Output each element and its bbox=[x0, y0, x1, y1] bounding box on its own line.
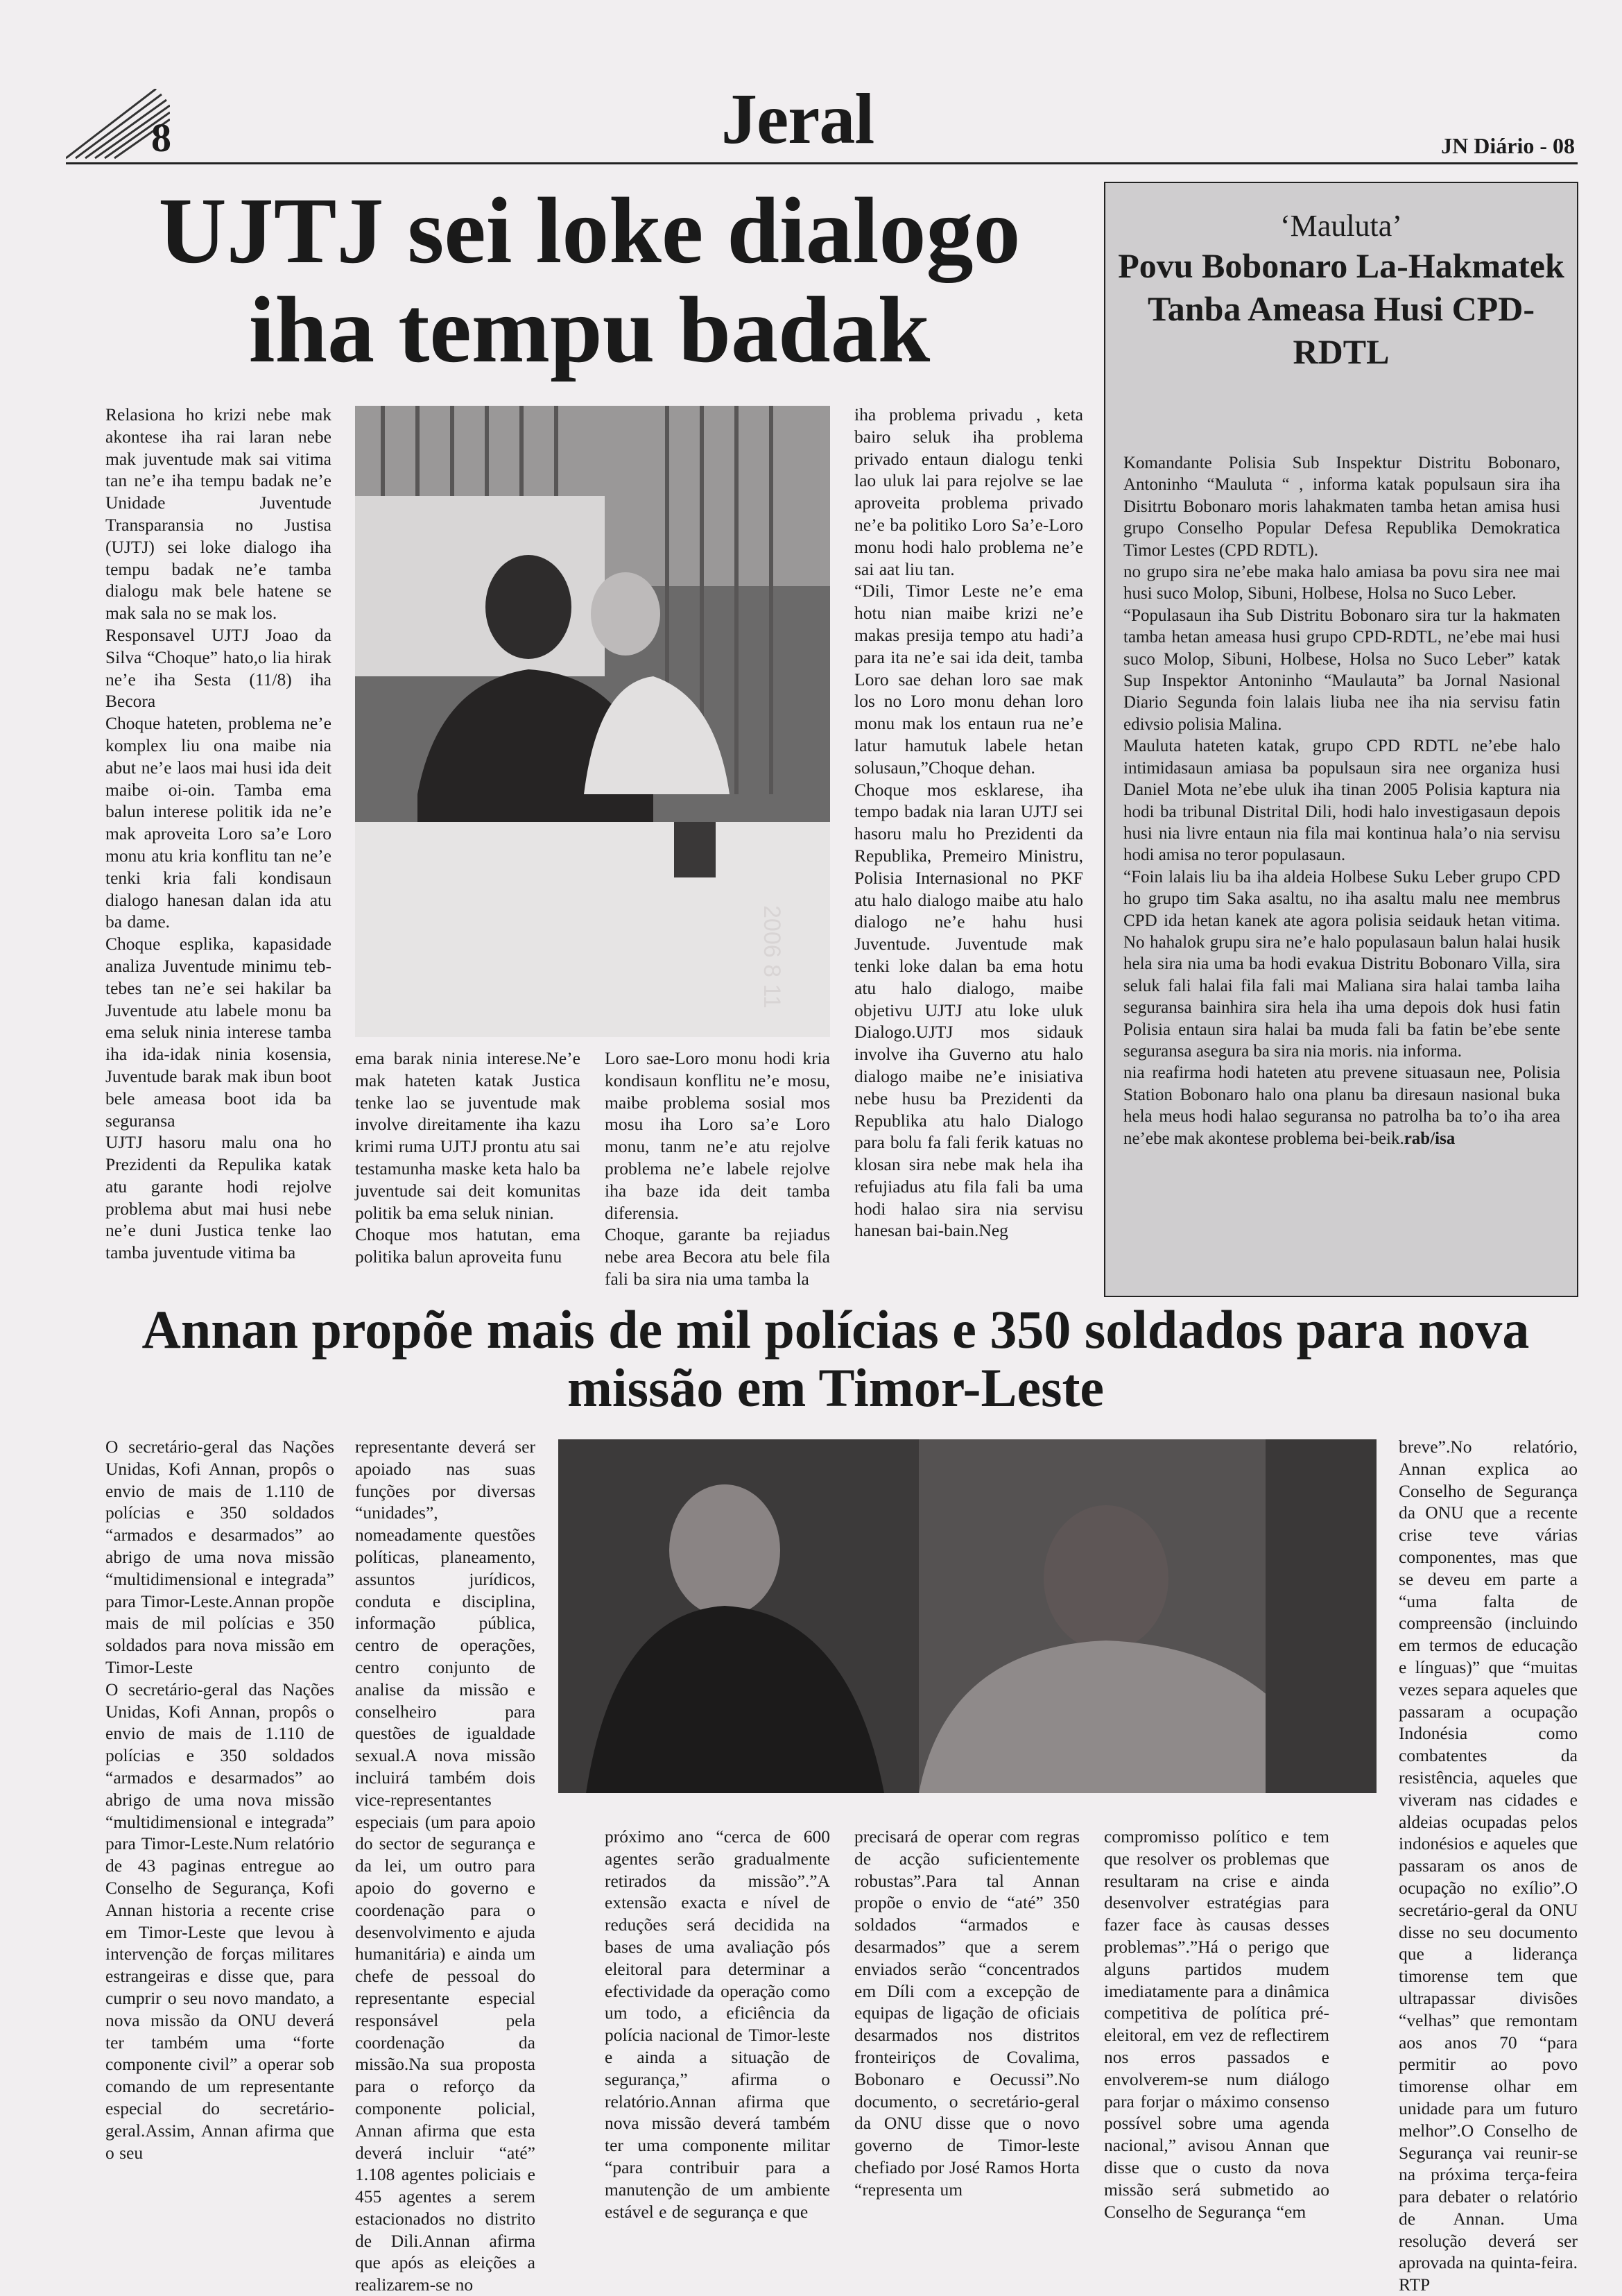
paragraph: breve”.No relatório, Annan explica ao Conselho de Segurança da ONU que a recente crise teve várias componentes, mas que se deveu em parte a “uma falta de compreensão (incluindo em termos de educação e línguas)” que “muitas vezes separa aqueles que passaram a ocupação Indonésia como combatentes da resistência, aqueles que viveram nas cidades e aldeias ocupadas pelos indonésios e aqueles que passaram os anos de ocupação no exílio”.O secretário-geral da ONU disse no seu documento que a liderança timorense tem que ultrapassar divisões “velhas” que remontam aos anos 70 “para permitir ao povo timorense olhar em unidade para um futuro melhor”.O Conselho de Segurança vai reunir-se na próxima terça-feira para debater o relatório de Annan. Uma resolução deverá ser aprovada na quinta-feira. RTP bbox=[1399, 1437, 1578, 2295]
story2-column-5 bbox=[1104, 1826, 1329, 2222]
paragraph: ema barak ninia interese.Ne’e mak hateten katak Justica tenke lao se juventude mak involve direitamente iha kazu krimi ruma UJTJ prontu atu sai testamunha maske keta halo ba juventude sai deit komunitas politik ba ema seluk ninian. bbox=[355, 1048, 580, 1223]
sidebar-kicker: ‘Mauluta’ bbox=[1280, 209, 1402, 243]
story2-column-6 bbox=[1399, 1436, 1578, 2296]
story2-headline: Annan propõe mais de mil polícias e 350 soldados para nova missão em Timor-Leste bbox=[141, 1299, 1530, 1419]
paragraph: Choque mos hatutan, ema politika balun aproveita funu bbox=[355, 1224, 580, 1267]
paragraph: “Foin lalais liu ba iha aldeia Holbese Suku Leber grupo CPD ho grupo tim Saka asaltu, no iha asaltu malu nee membrus CPD ida hetan kanek atе agora polisia seidauk hetan vitima. No hahalok grupu sira ne’e halo populasaun balun halai husik hela sira nia uma ba hodi evakua Distritu Bobonaro Villa, sira seluk fali halai fila fali mai Maliana sira halai tamba laiha seguransa bainhira sira hela iha uma depois dok husi fatin Polisia entaun sira halai ba muda fali ba fatin be’ebe sente seguransa asegura ba sira nia moris. nia informa. bbox=[1123, 867, 1560, 1061]
story1-column-2 bbox=[355, 1047, 580, 1268]
section-title: Jeral bbox=[721, 79, 874, 159]
paragraph: O secretário-geral das Nações Unidas, Kofi Annan, propôs o envio de mais de 1.110 de polícias e 350 soldados “armados e desarmados” ao abrigo de uma nova missão “multidimensional e integrada” para Timor-Leste.Annan propõe mais de mil polícias e 350 soldados para nova missão em Timor-Leste bbox=[105, 1437, 334, 1677]
sidebar-body bbox=[1123, 452, 1560, 1149]
paragraph: Loro sae-Loro monu hodi kria kondisaun konflitu ne’e mosu, maibe problema sosial mos mosu iha Loro sa’e Loro monu, tanm ne’e atu rejolve problema ne’e labele rejolve iha baze ida deit tamba diferensia. bbox=[605, 1048, 830, 1223]
paragraph: precisará de operar com regras de acção suficientemente robustas”.Para tal Annan propõe o envio de “até” 350 soldados “armados e desarmados” que a serem enviados serão “concentrados em Díli com a excepção de equipas de ligação de oficiais desarmados nos distritos fronteiriços de Covalima, Bobonaro e Oecussi”.No documento, o secretário-geral da ONU disse que o novo governo de Timor-leste chefiado por José Ramos Horta “representa um bbox=[854, 1826, 1080, 2200]
paragraph: próximo ano “cerca de 600 agentes serão gradualmente retirados da missão”.”A extensão exacta e nível de reduções será decidida na bases de uma avaliação pós eleitoral para determinar a efectividade da operação como um todo, a eficiência da polícia nacional de Timor-leste e ainda a situação de segurança,” afirma o relatório.Annan afirma que nova missão deverá também ter uma componente militar “para contribuir para a manutenção de um ambiente estável e de segurança e que bbox=[605, 1826, 830, 2222]
page-number: 8 bbox=[151, 115, 171, 160]
paragraph: iha problema privadu , keta bairo seluk iha problema privado entaun dialogu tenki lao uluk lai para rejolve se lae aproveita problema privado ne’e ba politiko Loro Sa’e-Loro monu hodi halo problema ne’e sai aat liu tan. bbox=[854, 404, 1083, 579]
paragraph: Relasiona ho krizi nebe mak akontese iha rai laran nebe mak juventude mak sai vitima tan ne’e iha tempu badak ne’e Unidade Juventude Transparansia no Justisa (UJTJ) sei loke dialogo iha tempu badak ne’e tamba dialogu mak bele hatene se mak sala no se mak los. bbox=[105, 404, 331, 624]
story2-column-4 bbox=[854, 1826, 1080, 2201]
paragraph: Choque mos esklarese, iha tempo badak nia laran UJTJ sei hasoru malu ho Prezidenti da Republika, Premeiro Ministru, Polisia Internasional no PKF atu halo dialogo maibe atu halo dialogo ne’e hahu husi Juventude. Juventude mak tenki loke dalan ba ema hotu atu halo dialogo, maibe objetivu UJTJ atu loke uluk Dialogo.UJTJ mos sidauk involve iha Guverno atu halo dialogo maibe ne’e inisiativa nebe husu ba Prezidenti da Republika atu halo Dialogo para bolu fa fali ferik katuas no klosan sira nebe mak hela iha refujiadus atu fila fali ba uma hodi halao sira nia servisu hanesan bai-bain.Neg bbox=[854, 779, 1083, 1241]
story1-column-3 bbox=[605, 1047, 830, 1290]
story1-column-4 bbox=[854, 404, 1083, 1242]
story2-column-3 bbox=[605, 1826, 830, 2222]
header-rule bbox=[66, 162, 1578, 164]
paragraph: Choque, garante ba rejiadus nebe area Becora atu bele fila fali ba sira nia uma tamba la bbox=[605, 1224, 830, 1289]
dateline: JN Diário - 08 bbox=[1441, 133, 1575, 158]
paragraph: Choque hateten, problema ne’e komplex liu ona maibe nia abut ne’e laos mai husi ida deit maibe oi-oin. Tamba ema balun interese politik ida ne’e mak aproveita Loro sa’e Loro monu atu kria konflitu tan ne’e tenki kria fali kondisaun dialogo hanesan dalan ida atu ba dame. bbox=[105, 713, 331, 932]
story1-headline: UJTJ sei loke dialogo iha tempu badak bbox=[158, 179, 1021, 382]
paragraph: compromisso político e tem que resolver os problemas que resultaram na crise e ainda desenvolver estratégias para fazer face às causas desses problemas”.”Há o perigo que alguns partidos mudem imediatamente para a dinâmica competitiva de política pré-eleitoral, em vez de reflectirem nos erros passados e envolverem-se num diálogo para forjar o máximo consenso possível sobre uma agenda nacional,” avisou Annan que disse que o custo da nova missão será submetido ao Conselho de Segurança “em bbox=[1104, 1826, 1329, 2222]
photo-date-stamp: 2006 8 11 bbox=[759, 905, 785, 1009]
paragraph: Responsavel UJTJ Joao da Silva “Choque” hato,o lia hirak ne’e iha Sesta (11/8) iha Becora bbox=[105, 624, 331, 712]
paragraph-text: nia reafirma hodi hateten atu prevene situasaun nee, Polisia Station Bobonaro halo ona planu ba diresaun nasional buka hela meus hodi halao seguransa no patrolha ba to’o iha area ne’ebe mak akontese problema bei-beik. bbox=[1123, 1063, 1560, 1148]
story1-column-1 bbox=[105, 404, 331, 1264]
paragraph: “Populasaun iha Sub Distritu Bobonaro sira tur la hakmaten tamba hetan ameasa husi grupo CPD-RDTL, ne’ebe mai husi suco Molop, Sibuni, Holbese, Holsa no Suco Leber” katak Sup Inspektor Antoninho “Maulauta” ba Jornal Nasional Diario Segunda foin lalais liuba nee iha nia servisu fatin edivsio polisia Malina. bbox=[1123, 606, 1560, 734]
sidebar-headline: Povu Bobonaro La-Hakmatek Tanba Ameasa Husi CPD-RDTL bbox=[1118, 246, 1564, 371]
paragraph: representante deverá ser apoiado nas suas funções por diversas “unidades”, nomeadamente questões políticas, planeamento, assuntos jurídicos, conduta e disciplina, informação pública, centro de operações, centro conjunto de analise da missão e conselheiro para questões de igualdade sexual.A nova missão incluirá também dois vice-representantes especiais (um para apoio do sector de segurança e da lei, um outro para apoio do governo e coordenação para o desenvolvimento e ajuda humanitária) e ainda um chefe de pessoal do representante especial responsável pela coordenação da missão.Na sua proposta para o reforço da componente policial, Annan afirma que esta deverá incluir “até” 1.108 agentes policiais e 455 agentes a serem estacionados no distrito de Dili.Annan afirma que após as eleições a realizarem-se no bbox=[355, 1437, 535, 2295]
paragraph: O secretário-geral das Nações Unidas, Kofi Annan, propôs o envio de mais de 1.110 de polícias e 350 soldados “armados e desarmados” ao abrigo de uma nova missão “multidimensional e integrada” para Timor-Leste.Num relatório de 43 paginas entregue ao Conselho de Segurança, Kofi Annan historia a recente crise em Timor-Leste que levou à intervenção de forças militares estrangeiras e disse que, para cumprir o seu novo mandato, a nova missão da ONU deverá ter também uma “forte componente civil” a operar sob comando de um representante especial do secretário-geral.Assim, Annan afirma que o seu bbox=[105, 1679, 334, 2163]
story1-photo bbox=[355, 406, 830, 1037]
paragraph: no grupo sira ne’ebe maka halo amiasa ba povu sira nee mai husi suco Molop, Sibuni, Holbese, Holsa no Suco Leber. bbox=[1123, 563, 1560, 603]
story2-photo-kofi-annan bbox=[558, 1439, 1377, 1793]
paragraph: Mauluta hateten katak, grupo CPD RDTL ne’ebe halo intimidasaun amiasa ba populsaun sira nee organiza husi Daniel Mota ne’ebe uluk iha tinan 2005 Polisia kaptura nia hodi ba tribunal Distrital Dili, hodi halo investigasaun depois husi nia livre entaun nia fila mai kontinua hala’o nia servisu hodi amisa no teror populasaun. bbox=[1123, 737, 1560, 865]
paragraph bbox=[1123, 1062, 1560, 1149]
paragraph: Choque esplika, kapasidade analiza Juventude minimu teb-tebes tan ne’e sei hakilar ba Juventude atu labele monu ba ema seluk ninia interese tamba iha ida-idak ninia kosensia, Juventude barak mak ibun boot bele ameasa boot ida ba seguransa bbox=[105, 934, 331, 1131]
byline: rab/isa bbox=[1404, 1129, 1456, 1148]
story2-column-2 bbox=[355, 1436, 535, 2296]
story2-column-1 bbox=[105, 1436, 334, 2164]
paragraph: UJTJ hasoru malu ona ho Prezidenti da Repulika katak atu garante hodi rejolve problema abut mai husi nebe ne’e duni Justica tenke lao tamba juventude vitima ba bbox=[105, 1132, 331, 1263]
paragraph: Komandante Polisia Sub Inspektur Distritu Bobonaro, Antoninho “Mauluta “ , informa katak populsaun sira iha Disitrtu Bobonaro moris lahakmaten tamba hetan amisa husi grupo Conselho Popular Defesa Republika Demokratica Timor Lestes (CPD RDTL). bbox=[1123, 454, 1560, 560]
paragraph: “Dili, Timor Leste ne’e ema hotu nian maibe krizi ne’e makas presija tempo atu hadi’a para ita ne’e sai ida deit, tamba Loro sae dehan loro sae mak los no Loro monu dehan loro monu mak los entaun rua ne’e latur hamutuk labele hetan solusaun,”Choque dehan. bbox=[854, 581, 1083, 778]
